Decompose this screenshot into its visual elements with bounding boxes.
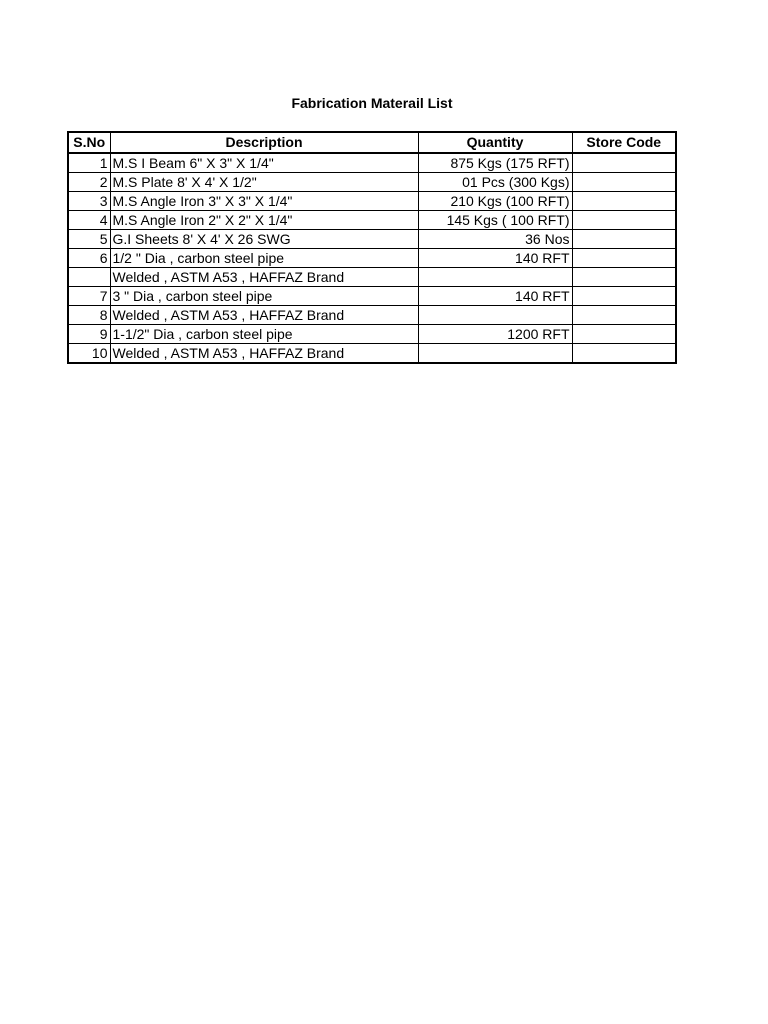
table-row: [68, 230, 676, 249]
cell-store-code: [572, 211, 676, 230]
table-row: [68, 211, 676, 230]
cell-sno: 3: [68, 192, 110, 211]
cell-sno: 8: [68, 306, 110, 325]
cell-sno: 4: [68, 211, 110, 230]
header-description: Description: [110, 132, 418, 153]
cell-quantity: [418, 268, 572, 287]
material-table: [67, 131, 677, 364]
table-row: [68, 173, 676, 192]
cell-description: 3 " Dia , carbon steel pipe: [110, 287, 418, 306]
cell-description: Welded , ASTM A53 , HAFFAZ Brand: [110, 344, 418, 364]
cell-quantity: [418, 306, 572, 325]
cell-quantity: 210 Kgs (100 RFT): [418, 192, 572, 211]
header-sno: S.No: [68, 132, 110, 153]
cell-store-code: [572, 230, 676, 249]
table-row: [68, 306, 676, 325]
header-quantity: Quantity: [418, 132, 572, 153]
cell-store-code: [572, 268, 676, 287]
cell-description: M.S I Beam 6" X 3" X 1/4": [110, 153, 418, 173]
cell-quantity: [418, 344, 572, 364]
table-body: [68, 153, 676, 363]
cell-quantity: 145 Kgs ( 100 RFT): [418, 211, 572, 230]
cell-description: Welded , ASTM A53 , HAFFAZ Brand: [110, 306, 418, 325]
cell-description: 1/2 " Dia , carbon steel pipe: [110, 249, 418, 268]
cell-sno: 7: [68, 287, 110, 306]
cell-quantity: 01 Pcs (300 Kgs): [418, 173, 572, 192]
cell-store-code: [572, 153, 676, 173]
cell-store-code: [572, 287, 676, 306]
table-row: [68, 287, 676, 306]
cell-description: G.I Sheets 8' X 4' X 26 SWG: [110, 230, 418, 249]
table-header-row: [68, 132, 676, 153]
cell-sno: 10: [68, 344, 110, 364]
header-store-code: Store Code: [572, 132, 676, 153]
document-title: Fabrication Materail List: [291, 95, 453, 111]
cell-sno: 6: [68, 249, 110, 268]
cell-quantity: 140 RFT: [418, 287, 572, 306]
cell-sno: 2: [68, 173, 110, 192]
cell-sno: [68, 268, 110, 287]
table-row: [68, 153, 676, 173]
table-row: [68, 268, 676, 287]
cell-quantity: 140 RFT: [418, 249, 572, 268]
cell-sno: 9: [68, 325, 110, 344]
table-row: [68, 249, 676, 268]
table-row: [68, 344, 676, 364]
table-row: [68, 325, 676, 344]
cell-store-code: [572, 173, 676, 192]
cell-quantity: 36 Nos: [418, 230, 572, 249]
table-row: [68, 192, 676, 211]
cell-description: Welded , ASTM A53 , HAFFAZ Brand: [110, 268, 418, 287]
cell-description: M.S Angle Iron 3" X 3" X 1/4": [110, 192, 418, 211]
cell-store-code: [572, 344, 676, 364]
cell-description: M.S Plate 8' X 4' X 1/2": [110, 173, 418, 192]
cell-quantity: 1200 RFT: [418, 325, 572, 344]
cell-store-code: [572, 192, 676, 211]
cell-description: M.S Angle Iron 2" X 2" X 1/4": [110, 211, 418, 230]
cell-store-code: [572, 249, 676, 268]
cell-quantity: 875 Kgs (175 RFT): [418, 153, 572, 173]
cell-sno: 5: [68, 230, 110, 249]
cell-sno: 1: [68, 153, 110, 173]
cell-store-code: [572, 306, 676, 325]
cell-store-code: [572, 325, 676, 344]
cell-description: 1-1/2" Dia , carbon steel pipe: [110, 325, 418, 344]
